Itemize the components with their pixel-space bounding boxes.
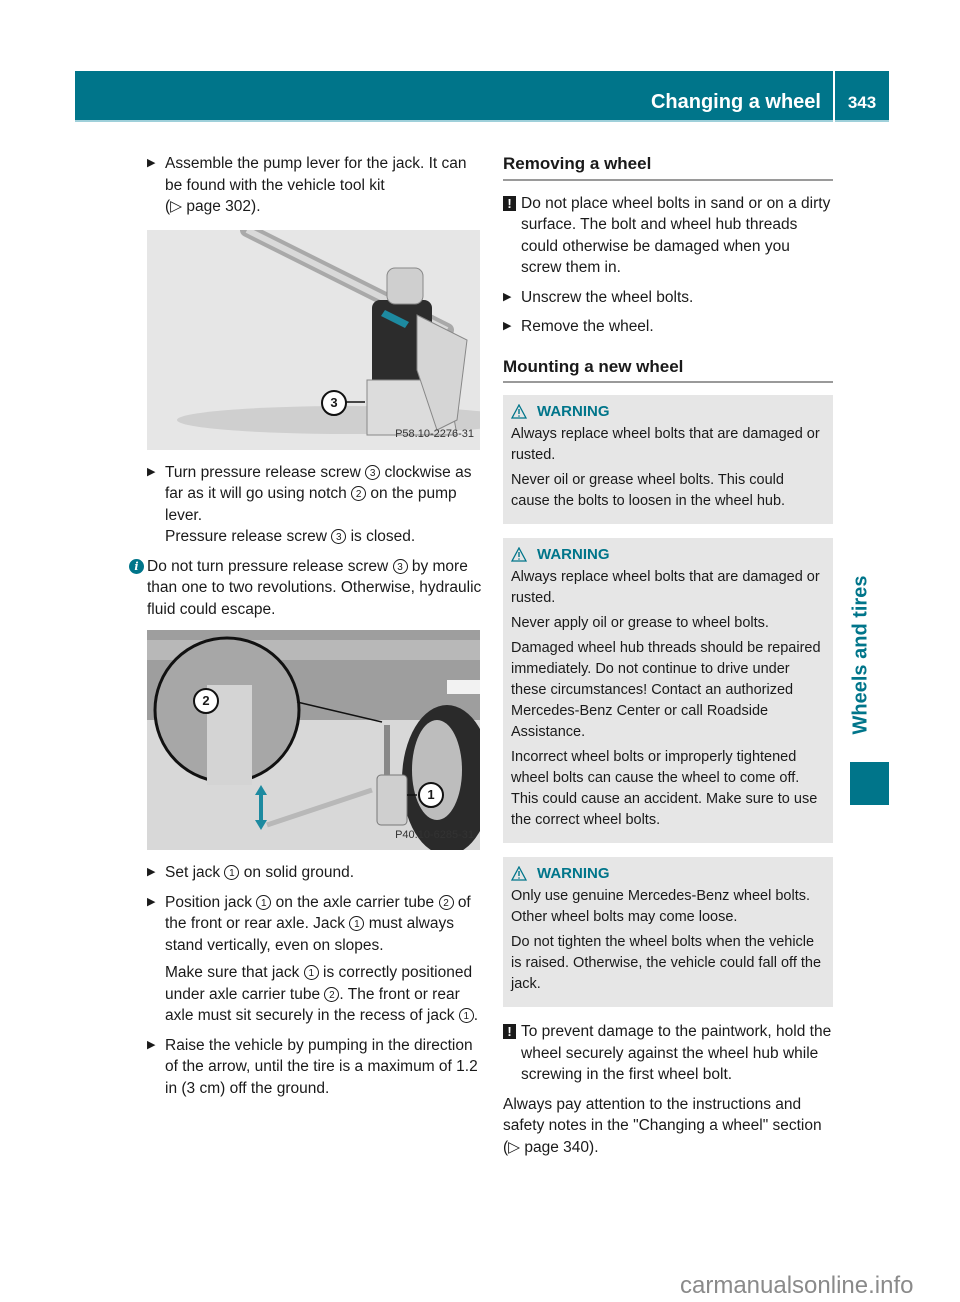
page-number: 343 (847, 93, 877, 112)
warning-triangle-icon (511, 404, 527, 419)
step-set-jack: ▶ Set jack 1 on solid ground. (147, 862, 482, 884)
callout-2: 2 (439, 895, 454, 910)
header-bar (75, 71, 833, 122)
exclamation-icon: ! (503, 1024, 516, 1039)
page-title: Changing a wheel (650, 91, 821, 113)
callout-3: 3 (331, 529, 346, 544)
warning-header: WARNING (511, 544, 825, 565)
step-position-jack: ▶ Position jack 1 on the axle carrier tube 2 of the front or rear axle. Jack 1 must always stand vertically, even on slopes. Make sure that jack 1 is correctly positioned under axle carrier tube 2 . The front or rear axle must sit securely in the recess of jack 1 . (147, 892, 482, 1027)
figure-callout-2: 2 (193, 688, 219, 714)
callout-1: 1 (459, 1008, 474, 1023)
warning-triangle-icon (511, 866, 527, 881)
axle-jack-illustration (147, 630, 480, 850)
caution-note: ! Do not place wheel bolts in sand or on a dirty surface. The bolt and wheel hub threads could otherwise be damaged when you screw them in. (503, 193, 833, 279)
closing-paragraph: Always pay attention to the instructions and safety notes in the "Changing a wheel" section (▷ page 340). (503, 1095, 822, 1156)
callout-1: 1 (256, 895, 271, 910)
callout-3: 3 (365, 465, 380, 480)
right-column (503, 153, 833, 1158)
figure-code: P58.10-2276-31 (395, 428, 474, 440)
step-position-jack-detail: Make sure that jack 1 is correctly positioned under axle carrier tube 2 . The front or rear axle must sit securely in the recess of jack 1 . (165, 964, 479, 1024)
exclamation-icon: ! (503, 196, 516, 211)
jack-position-figure (147, 630, 480, 850)
warning-header: WARNING (511, 401, 825, 422)
step-bullet-icon: ▶ (147, 465, 156, 478)
sidebar-section-tab (846, 560, 876, 750)
warning-box: WARNING Only use genuine Mercedes-Benz wheel bolts. Other wheel bolts may come loose. Do not tighten the wheel bolts when the vehicle is raised. Otherwise, the vehicle could fall off the jack. (503, 857, 833, 1007)
warning-box: WARNING Always replace wheel bolts that are damaged or rusted. Never apply oil or grease to wheel bolts. Damaged wheel hub threads should be repaired immediately. Do not continue to drive under these circumstances! Contact an authorized Mercedes-Benz Center or call Roadside Assistance. Incorrect wheel bolts or improperly tightened wheel bolts can cause the wheel to come off. This could cause an accident. Make sure to use the correct wheel bolts. (503, 538, 833, 843)
mounting-wheel-heading: Mounting a new wheel (503, 356, 833, 384)
info-note: i Do not turn pressure release screw 3 by more than one to two revolutions. Otherwise, hydraulic fluid could escape. (129, 556, 482, 621)
sidebar-thumb-marker (850, 762, 889, 805)
callout-2: 2 (351, 486, 366, 501)
step-bullet-icon: ▶ (147, 895, 156, 908)
step-bullet-icon: ▶ (503, 320, 512, 332)
callout-1: 1 (224, 865, 239, 880)
sidebar-section-label: Wheels and tires (849, 575, 872, 735)
figure-callout-3: 3 (321, 390, 347, 416)
page-reference-link[interactable]: (▷ page 302). (165, 198, 261, 215)
step-bullet-icon: ▶ (147, 866, 156, 878)
warning-box: WARNING Always replace wheel bolts that are damaged or rusted. Never oil or grease wheel bolts. This could cause the bolts to loosen in the wheel hub. (503, 395, 833, 524)
step-remove-wheel: ▶ Remove the wheel. (503, 316, 833, 338)
figure-code: P40.10-6285-31 (395, 828, 474, 841)
callout-1: 1 (304, 965, 319, 980)
step-assemble-lever: ▶ Assemble the pump lever for the jack. It can be found with the vehicle tool kit (▷ page 302). (147, 155, 467, 215)
removing-wheel-heading: Removing a wheel (503, 153, 833, 181)
figure-callout-1: 1 (418, 782, 444, 808)
page-number-box (835, 71, 889, 122)
warning-triangle-icon (511, 547, 527, 562)
watermark: carmanualsonline.info (680, 1272, 914, 1299)
step-bullet-icon: ▶ (147, 157, 156, 169)
left-column (134, 153, 482, 1107)
warning-header: WARNING (511, 863, 825, 884)
info-icon: i (129, 559, 144, 574)
callout-2: 2 (324, 987, 339, 1002)
jack-illustration (147, 230, 480, 450)
callout-3: 3 (393, 559, 408, 574)
step-bullet-icon: ▶ (147, 1038, 156, 1051)
step-raise-vehicle: ▶ Raise the vehicle by pumping in the direction of the arrow, until the tire is a maximum of 1.2 in (3 cm) off the ground. (147, 1036, 478, 1097)
caution-note: ! To prevent damage to the paintwork, hold the wheel securely against the wheel hub while screwing in the first wheel bolt. (503, 1021, 833, 1086)
step-unscrew-bolts: ▶ Unscrew the wheel bolts. (503, 287, 833, 309)
step-turn-release-screw: ▶ Turn pressure release screw 3 clockwise as far as it will go using notch 2 on the pump lever. Pressure release screw 3 is closed. (147, 463, 472, 545)
step-bullet-icon: ▶ (503, 290, 512, 303)
jack-lever-figure (147, 230, 480, 450)
callout-1: 1 (349, 916, 364, 931)
